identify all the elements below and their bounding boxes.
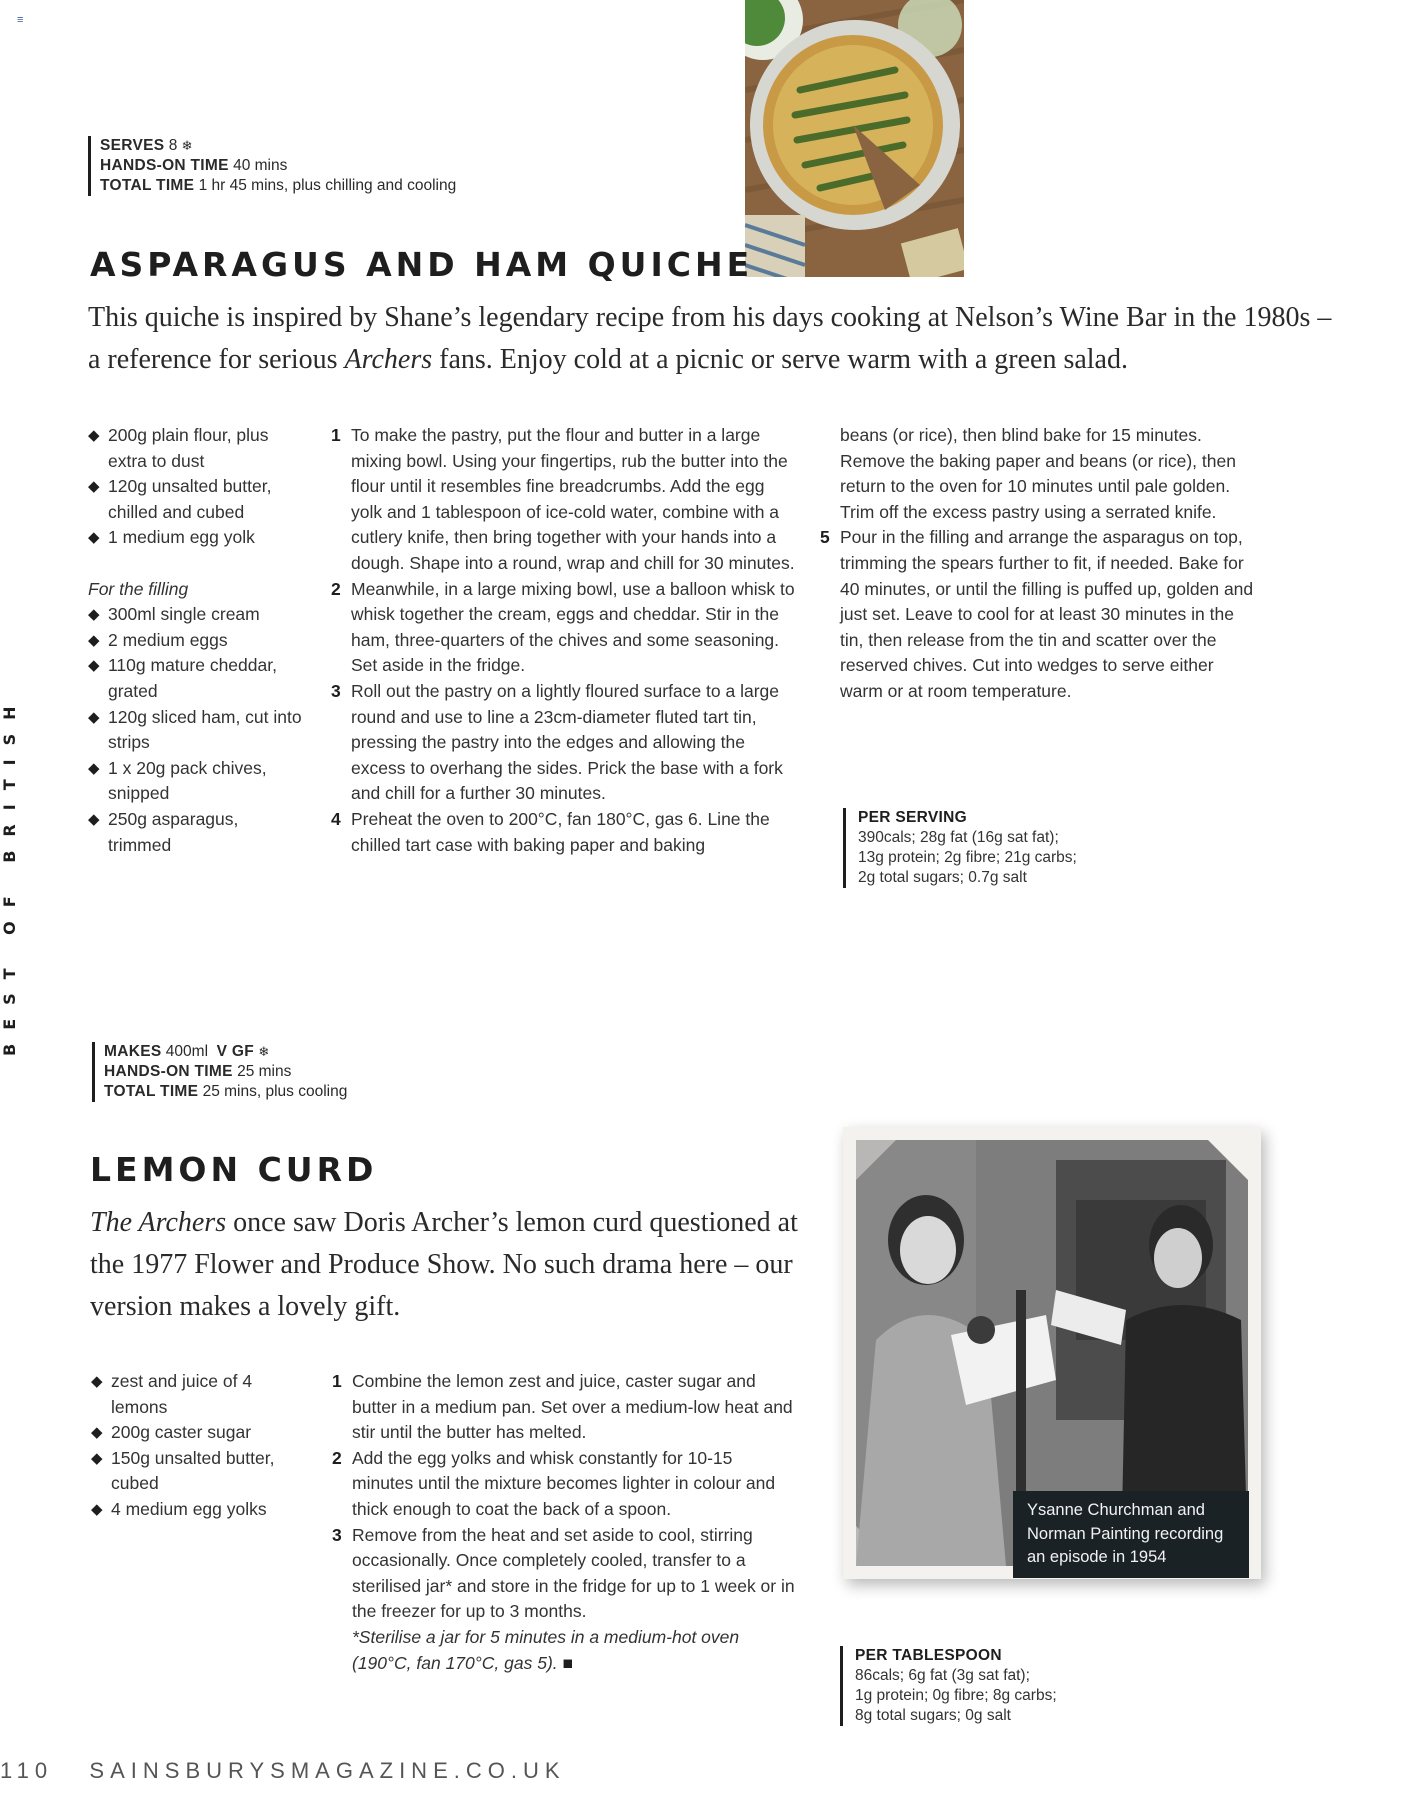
method-step: 4 Preheat the oven to 200°C, fan 180°C, gas 6. Line the chilled tart case with baking paper and baking <box>331 808 770 855</box>
nutrition-line: 1g protein; 0g fibre; 8g carbs; <box>855 1687 1057 1704</box>
nutrition-line: 86cals; 6g fat (3g sat fat); <box>855 1667 1030 1684</box>
recipe1-filling-list <box>88 602 303 858</box>
recipe1-steps <box>331 423 797 858</box>
filling-heading: For the filling <box>88 578 189 599</box>
recipe1-total-time: TOTAL TIME 1 hr 45 mins, plus chilling and cooling <box>100 177 457 194</box>
ingredient-item: ◆ 120g sliced ham, cut into strips <box>88 705 303 756</box>
recipe1-intro: This quiche is inspired by Shane’s legendary recipe from his days cooking at Nelson’s Wine Bar in the 1980s – a reference for serious Archers fans. Enjoy cold at a picnic or serve warm with a green salad. <box>88 302 1332 375</box>
recipe1-method <box>331 423 797 858</box>
ingredient-item: ◆ 120g unsalted butter, chilled and cubed <box>88 474 303 525</box>
recipe2-ingredients <box>91 1369 306 1523</box>
page-number: 110 <box>0 1758 54 1783</box>
method-step: 5 Pour in the filling and arrange the asparagus on top, trimming the spears further to fit, if needed. Bake for 40 minutes, or until the filling is puffed up, golden and just set. Leave to cool for at least 30 minutes in the tin, then release from the tin and scatter over the reserved chives. Cut into wedges to serve either warm or at room temperature. <box>820 527 1254 701</box>
method-step: 1 To make the pastry, put the flour and butter in a large mixing bowl. Using your fingertips, rub the butter into the flour until it resembles fine breadcrumbs. Add the egg yolk and 1 tablespoon of ice-cold water, combine with a cutlery knife, then bring together with your hands into a dough. Shape into a round, wrap and chill for 30 minutes. <box>331 425 795 573</box>
dietary-tags: V GF <box>216 1043 255 1060</box>
method-step-continued: beans (or rice), then blind bake for 15 minutes. Remove the baking paper and beans (or rice), then return to the oven for 10 minutes until pale golden. Trim off the excess pastry using a serrated knife. <box>840 425 1236 522</box>
method-step: 3 Roll out the pastry on a lightly floured surface to a large round and use to line a 23cm-diameter fluted tart tin, pressing the pastry into the edges and allowing the excess to overhang the sides. Prick the base with a fork and chill for a further 30 minutes. <box>331 680 783 804</box>
ingredient-item: ◆ 1 medium egg yolk <box>88 525 303 551</box>
ingredient-item: ◆ 110g mature cheddar, grated <box>88 653 303 704</box>
nutrition-line: 390cals; 28g fat (16g sat fat); <box>858 829 1059 846</box>
recipe1-hands-on-time: HANDS-ON TIME 40 mins <box>100 157 288 174</box>
ingredient-item: ◆ 250g asparagus, trimmed <box>88 807 303 858</box>
ingredient-item: ◆ 2 medium eggs <box>88 628 303 654</box>
recipe1-steps-cont <box>820 525 1260 704</box>
recipe2-method <box>332 1369 797 1676</box>
end-mark: ■ <box>562 1652 574 1673</box>
recipe2-intro: The Archers once saw Doris Archer’s lemon curd questioned at the 1977 Flower and Produce Show. No such drama here – our version makes a lovely gift. <box>90 1207 798 1322</box>
photo-caption: Ysanne Churchman and Norman Painting recording an episode in 1954 <box>1013 1491 1249 1578</box>
method-step: 2 Meanwhile, in a large mixing bowl, use a balloon whisk to whisk together the cream, eggs and cheddar. Stir in the ham, three-quarters of the chives and some seasoning. Set aside in the fridge. <box>331 578 795 676</box>
recipe1-method-cont <box>820 423 1260 705</box>
quiche-photo <box>745 0 964 277</box>
recipe1-meta <box>88 136 456 196</box>
recipe2-meta <box>92 1042 347 1102</box>
recipe1-ingredients <box>88 423 303 858</box>
recipe1-ingredient-list <box>88 423 303 551</box>
sterilise-note: *Sterilise a jar for 5 minutes in a medium-hot oven (190°C, fan 170°C, gas 5). ■ <box>352 1626 740 1673</box>
nutrition-line: 2g total sugars; 0.7g salt <box>858 869 1027 886</box>
recipe2-hands-on-time: HANDS-ON TIME 25 mins <box>104 1063 292 1080</box>
recipe2-nutrition <box>840 1646 1057 1726</box>
recipe2-title: LEMON CURD <box>90 1150 378 1189</box>
method-step: 3 Remove from the heat and set aside to cool, stirring occasionally. Once completely cooled, transfer to a sterilised jar* and store in the fridge for up to 1 week or in the freezer for up to 3 months. <box>332 1524 795 1622</box>
nutrition-line: 13g protein; 2g fibre; 21g carbs; <box>858 849 1077 866</box>
recipe1-title: ASPARAGUS AND HAM QUICHE <box>90 245 754 284</box>
ingredient-item: ◆ 200g caster sugar <box>91 1420 306 1446</box>
nutrition-heading: PER TABLESPOON <box>855 1647 1002 1664</box>
recipe2-makes: MAKES 400ml V GF ❄ <box>104 1043 270 1060</box>
corner-mark: ≡ <box>17 14 24 26</box>
quiche-illustration <box>745 0 964 277</box>
site-link[interactable]: SAINSBURYSMAGAZINE.CO.UK <box>89 1758 566 1783</box>
method-step: 2 Add the egg yolks and whisk constantly for 10-15 minutes until the mixture becomes lighter in colour and thick enough to coat the back of a spoon. <box>332 1447 776 1519</box>
ingredient-item: ◆ 300ml single cream <box>88 602 303 628</box>
ingredient-item: ◆ 1 x 20g pack chives, snipped <box>88 756 303 807</box>
nutrition-heading: PER SERVING <box>858 809 967 826</box>
recipe2-steps <box>332 1369 797 1625</box>
recipe2-ingredient-list <box>91 1369 306 1523</box>
ingredient-item: ◆ 150g unsalted butter, cubed <box>91 1446 306 1497</box>
section-side-label: BEST OF BRITISH <box>0 692 19 1056</box>
ingredient-item: ◆ zest and juice of 4 lemons <box>91 1369 306 1420</box>
archive-photo-frame <box>843 1127 1261 1579</box>
recipe2-total-time: TOTAL TIME 25 mins, plus cooling <box>104 1083 348 1100</box>
freeze-icon: ❄ <box>181 138 193 153</box>
freeze-icon: ❄ <box>258 1044 270 1059</box>
ingredient-item: ◆ 200g plain flour, plus extra to dust <box>88 423 303 474</box>
recipe1-serves: SERVES 8 ❄ <box>100 137 193 154</box>
page-footer <box>0 1758 566 1784</box>
recipe1-nutrition <box>843 808 1077 888</box>
method-step: 1 Combine the lemon zest and juice, caster sugar and butter in a medium pan. Set over a medium-low heat and stir until the butter has melted. <box>332 1371 793 1443</box>
nutrition-line: 8g total sugars; 0g salt <box>855 1707 1011 1724</box>
ingredient-item: ◆ 4 medium egg yolks <box>91 1497 306 1523</box>
